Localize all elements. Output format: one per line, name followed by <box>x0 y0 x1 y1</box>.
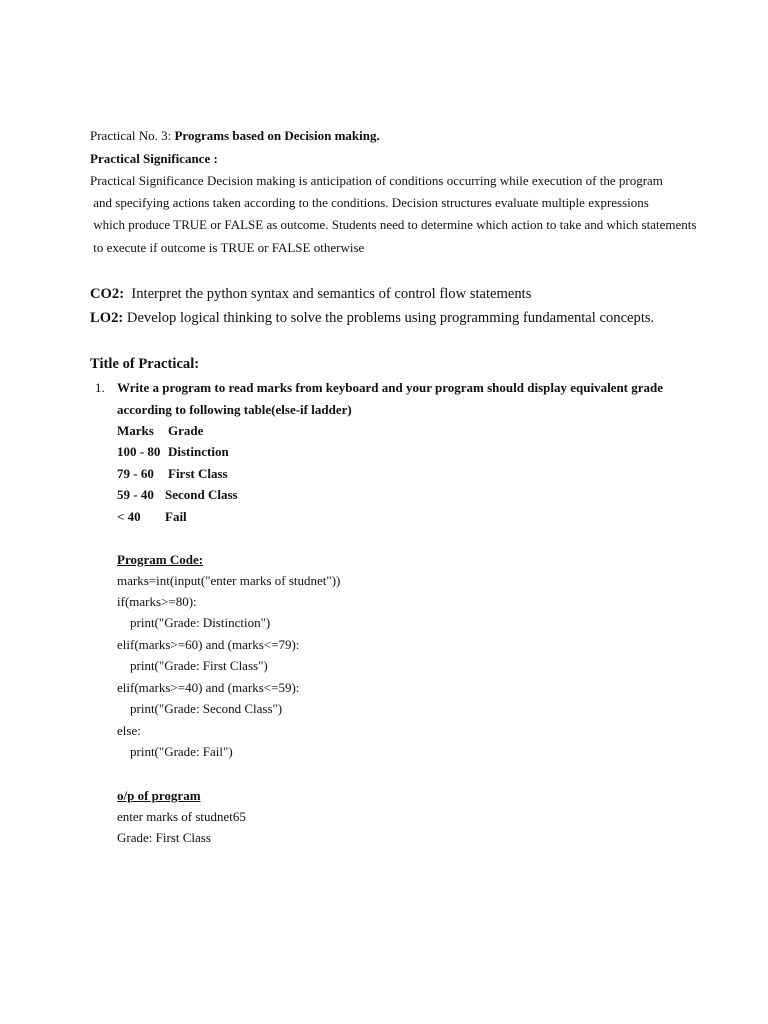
code-line: print("Grade: Second Class") <box>117 701 283 716</box>
practical-title-line <box>90 128 380 144</box>
code-line: marks=int(input("enter marks of studnet")) <box>117 573 341 588</box>
title-of-practical-heading: Title of Practical: <box>90 356 200 372</box>
output-line: Grade: First Class <box>117 830 211 845</box>
code-line: print("Grade: Distinction") <box>117 615 271 630</box>
code-line: elif(marks>=60) and (marks<=79): <box>117 637 300 652</box>
co-text: Interpret the python syntax and semantics of control flow statements <box>131 286 532 302</box>
code-line: print("Grade: Fail") <box>117 744 233 759</box>
program-code-heading: Program Code: <box>117 552 204 567</box>
grade-table-header-grade: Grade <box>168 423 204 438</box>
question-text-line: Write a program to read marks from keyboard and your program should display equivalent grade <box>117 380 664 395</box>
grade-table-header-marks: Marks <box>117 423 154 438</box>
lo-text: Develop logical thinking to solve the problems using programming fundamental concepts. <box>126 310 655 326</box>
grade-table-grade: Fail <box>165 509 187 524</box>
significance-heading: Practical Significance : <box>90 151 218 166</box>
code-line: elif(marks>=40) and (marks<=59): <box>117 680 300 695</box>
grade-table-grade: Distinction <box>168 444 229 459</box>
output-heading: o/p of program <box>117 788 201 803</box>
grade-table-marks: 59 - 40 <box>117 487 154 502</box>
grade-table-marks: 79 - 60 <box>117 466 154 481</box>
output-line: enter marks of studnet65 <box>117 809 246 824</box>
co-label: CO2: <box>90 286 125 302</box>
learning-outcome <box>90 309 654 327</box>
significance-line: which produce TRUE or FALSE as outcome. Students need to determine which action to take and which statements <box>90 217 697 232</box>
code-line: else: <box>117 723 141 738</box>
practical-number-label: Practical No. 3: <box>90 128 172 143</box>
code-line: if(marks>=80): <box>117 594 197 609</box>
significance-line: to execute if outcome is TRUE or FALSE otherwise <box>90 240 365 255</box>
significance-line: Practical Significance Decision making is anticipation of conditions occurring while execution of the program <box>90 173 663 188</box>
course-outcome <box>90 285 531 303</box>
grade-table-grade: Second Class <box>165 487 238 502</box>
lo-label: LO2: <box>90 310 124 326</box>
practical-title: Programs based on Decision making. <box>174 128 380 143</box>
question-number: 1. <box>95 380 105 395</box>
significance-line: and specifying actions taken according to the conditions. Decision structures evaluate multiple expressions <box>90 195 649 210</box>
grade-table-marks: < 40 <box>117 509 141 524</box>
code-line: print("Grade: First Class") <box>117 658 268 673</box>
question-text-line: according to following table(else-if ladder) <box>117 402 352 417</box>
grade-table-marks: 100 - 80 <box>117 444 161 459</box>
grade-table-grade: First Class <box>168 466 228 481</box>
